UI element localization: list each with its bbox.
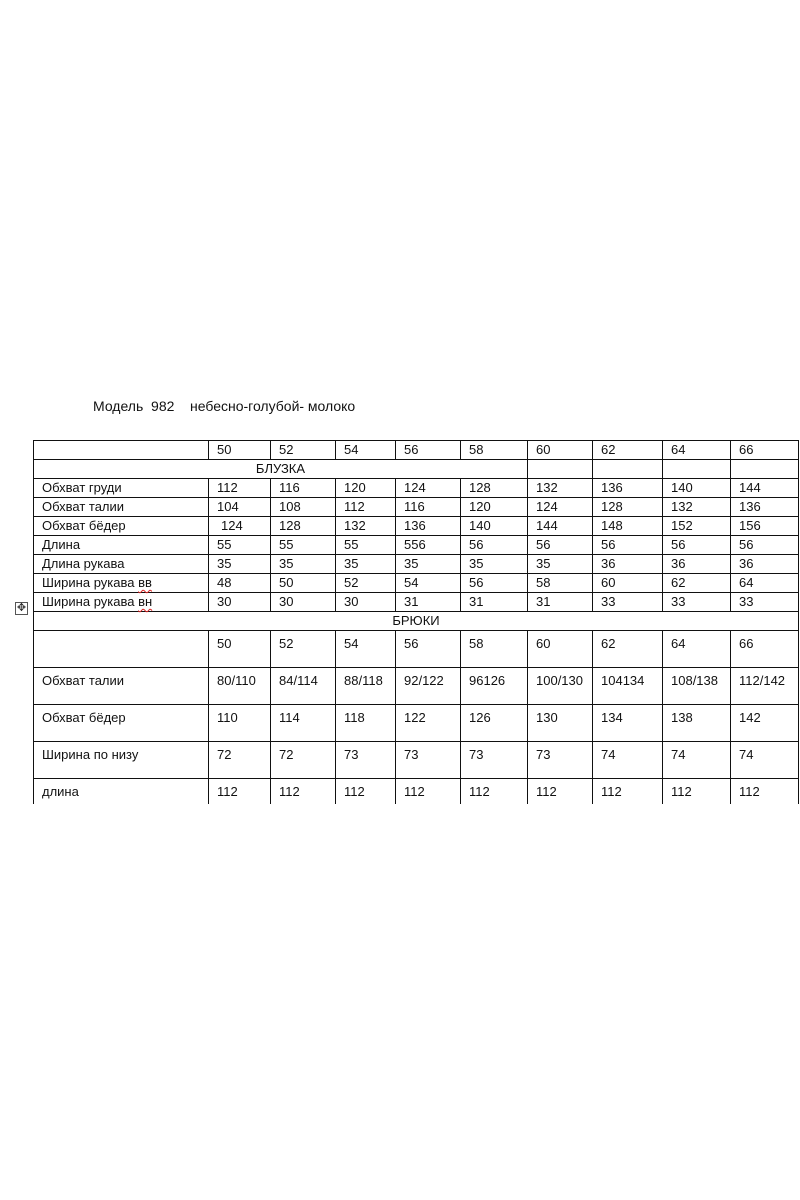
row-label-suffix: вн <box>138 594 153 609</box>
size-cell: 56 <box>396 631 461 668</box>
value-cell: 31 <box>396 593 461 612</box>
value-cell: 122 <box>396 705 461 742</box>
blouse-section-row <box>34 460 799 479</box>
table-row <box>34 479 799 498</box>
value-cell: 156 <box>731 517 799 536</box>
value-cell: 96126 <box>461 668 528 705</box>
empty-cell <box>528 460 593 479</box>
value-cell: 36 <box>731 555 799 574</box>
value-cell: 33 <box>593 593 663 612</box>
value-cell: 112/142 <box>731 668 799 705</box>
empty-cell <box>593 460 663 479</box>
value-cell: 62 <box>663 574 731 593</box>
row-label: Обхват талии <box>34 498 209 517</box>
table-row <box>34 705 799 742</box>
value-cell: 100/130 <box>528 668 593 705</box>
row-label: Обхват бёдер <box>34 517 209 536</box>
value-cell: 56 <box>663 536 731 555</box>
value-cell: 144 <box>731 479 799 498</box>
value-cell: 132 <box>336 517 396 536</box>
value-cell: 142 <box>731 705 799 742</box>
value-cell: 116 <box>396 498 461 517</box>
value-cell: 152 <box>663 517 731 536</box>
size-cell: 54 <box>336 631 396 668</box>
row-label-main: Ширина рукава <box>42 575 135 590</box>
row-label: Обхват груди <box>34 479 209 498</box>
value-cell: 130 <box>528 705 593 742</box>
value-cell: 31 <box>461 593 528 612</box>
value-cell: 116 <box>271 479 336 498</box>
table-row <box>34 593 799 612</box>
row-label <box>34 593 209 612</box>
size-cell: 62 <box>593 441 663 460</box>
table-row <box>34 574 799 593</box>
size-table <box>33 440 799 804</box>
value-cell: 134 <box>593 705 663 742</box>
value-cell: 112 <box>663 779 731 805</box>
value-cell: 556 <box>396 536 461 555</box>
value-cell: 48 <box>209 574 271 593</box>
value-cell: 55 <box>209 536 271 555</box>
value-cell: 73 <box>396 742 461 779</box>
value-cell: 92/122 <box>396 668 461 705</box>
table-row <box>34 555 799 574</box>
size-cell: 52 <box>271 441 336 460</box>
value-cell: 124 <box>396 479 461 498</box>
trousers-section-title: БРЮКИ <box>34 612 799 631</box>
value-cell: 84/114 <box>271 668 336 705</box>
value-cell: 35 <box>396 555 461 574</box>
value-cell: 132 <box>663 498 731 517</box>
value-cell: 124 <box>209 517 271 536</box>
size-cell: 66 <box>731 631 799 668</box>
value-cell: 132 <box>528 479 593 498</box>
value-cell: 64 <box>731 574 799 593</box>
value-cell: 108/138 <box>663 668 731 705</box>
row-label: Длина <box>34 536 209 555</box>
model-label: Модель <box>93 398 144 414</box>
row-label: Ширина по низу <box>34 742 209 779</box>
value-cell: 120 <box>461 498 528 517</box>
table-row <box>34 779 799 805</box>
table-row <box>34 498 799 517</box>
row-label: Обхват бёдер <box>34 705 209 742</box>
value-cell: 104 <box>209 498 271 517</box>
value-cell: 30 <box>336 593 396 612</box>
value-cell: 56 <box>528 536 593 555</box>
value-cell: 112 <box>593 779 663 805</box>
size-cell: 64 <box>663 441 731 460</box>
size-cell: 58 <box>461 441 528 460</box>
value-cell: 148 <box>593 517 663 536</box>
value-cell: 35 <box>336 555 396 574</box>
value-cell: 58 <box>528 574 593 593</box>
color-description: небесно-голубой- молоко <box>189 398 356 414</box>
value-cell: 50 <box>271 574 336 593</box>
value-cell: 35 <box>271 555 336 574</box>
value-cell: 35 <box>209 555 271 574</box>
row-label: длина <box>34 779 209 805</box>
move-icon[interactable]: ✥ <box>16 602 27 614</box>
row-label: Длина рукава <box>34 555 209 574</box>
value-cell: 36 <box>593 555 663 574</box>
size-cell: 64 <box>663 631 731 668</box>
empty-cell <box>731 460 799 479</box>
value-cell: 56 <box>461 574 528 593</box>
size-cell: 50 <box>209 441 271 460</box>
value-cell: 136 <box>396 517 461 536</box>
value-cell: 114 <box>271 705 336 742</box>
value-cell: 144 <box>528 517 593 536</box>
value-cell: 33 <box>731 593 799 612</box>
size-table-container <box>33 440 800 804</box>
size-cell: 52 <box>271 631 336 668</box>
value-cell: 80/110 <box>209 668 271 705</box>
value-cell: 31 <box>528 593 593 612</box>
size-cell: 62 <box>593 631 663 668</box>
value-cell: 56 <box>461 536 528 555</box>
size-cell: 56 <box>396 441 461 460</box>
value-cell: 30 <box>271 593 336 612</box>
size-cell: 50 <box>209 631 271 668</box>
model-number: 982 <box>151 398 175 414</box>
size-cell: 60 <box>528 441 593 460</box>
size-cell: 66 <box>731 441 799 460</box>
document-title <box>93 398 355 414</box>
blouse-size-header-row <box>34 441 799 460</box>
row-label <box>34 574 209 593</box>
value-cell: 73 <box>336 742 396 779</box>
empty-header-cell <box>34 631 209 668</box>
value-cell: 104134 <box>593 668 663 705</box>
value-cell: 128 <box>271 517 336 536</box>
trousers-section-row <box>34 612 799 631</box>
value-cell: 128 <box>461 479 528 498</box>
value-cell: 118 <box>336 705 396 742</box>
value-cell: 112 <box>271 779 336 805</box>
value-cell: 35 <box>461 555 528 574</box>
value-cell: 74 <box>731 742 799 779</box>
value-cell: 56 <box>593 536 663 555</box>
value-cell: 120 <box>336 479 396 498</box>
value-cell: 72 <box>271 742 336 779</box>
value-cell: 112 <box>209 779 271 805</box>
value-cell: 112 <box>336 498 396 517</box>
value-cell: 73 <box>528 742 593 779</box>
row-label: Обхват талии <box>34 668 209 705</box>
value-cell: 55 <box>336 536 396 555</box>
value-cell: 73 <box>461 742 528 779</box>
value-cell: 112 <box>731 779 799 805</box>
value-cell: 112 <box>461 779 528 805</box>
value-cell: 112 <box>528 779 593 805</box>
row-label-suffix: вв <box>138 575 152 590</box>
value-cell: 112 <box>336 779 396 805</box>
value-cell: 108 <box>271 498 336 517</box>
value-cell: 124 <box>528 498 593 517</box>
value-cell: 74 <box>593 742 663 779</box>
table-row <box>34 517 799 536</box>
empty-header-cell <box>34 441 209 460</box>
value-cell: 55 <box>271 536 336 555</box>
value-cell: 52 <box>336 574 396 593</box>
value-cell: 54 <box>396 574 461 593</box>
value-cell: 112 <box>209 479 271 498</box>
value-cell: 56 <box>731 536 799 555</box>
table-row <box>34 742 799 779</box>
trousers-size-header-row <box>34 631 799 668</box>
value-cell: 35 <box>528 555 593 574</box>
value-cell: 112 <box>396 779 461 805</box>
size-cell: 54 <box>336 441 396 460</box>
value-cell: 72 <box>209 742 271 779</box>
value-cell: 128 <box>593 498 663 517</box>
value-cell: 60 <box>593 574 663 593</box>
value-cell: 136 <box>731 498 799 517</box>
value-cell: 36 <box>663 555 731 574</box>
value-cell: 140 <box>461 517 528 536</box>
empty-cell <box>663 460 731 479</box>
value-cell: 30 <box>209 593 271 612</box>
value-cell: 140 <box>663 479 731 498</box>
size-cell: 58 <box>461 631 528 668</box>
value-cell: 126 <box>461 705 528 742</box>
value-cell: 138 <box>663 705 731 742</box>
value-cell: 33 <box>663 593 731 612</box>
value-cell: 136 <box>593 479 663 498</box>
row-label-main: Ширина рукава <box>42 594 135 609</box>
value-cell: 74 <box>663 742 731 779</box>
size-cell: 60 <box>528 631 593 668</box>
blouse-section-title: БЛУЗКА <box>34 460 528 479</box>
table-row <box>34 668 799 705</box>
table-row <box>34 536 799 555</box>
value-cell: 88/118 <box>336 668 396 705</box>
value-cell: 110 <box>209 705 271 742</box>
